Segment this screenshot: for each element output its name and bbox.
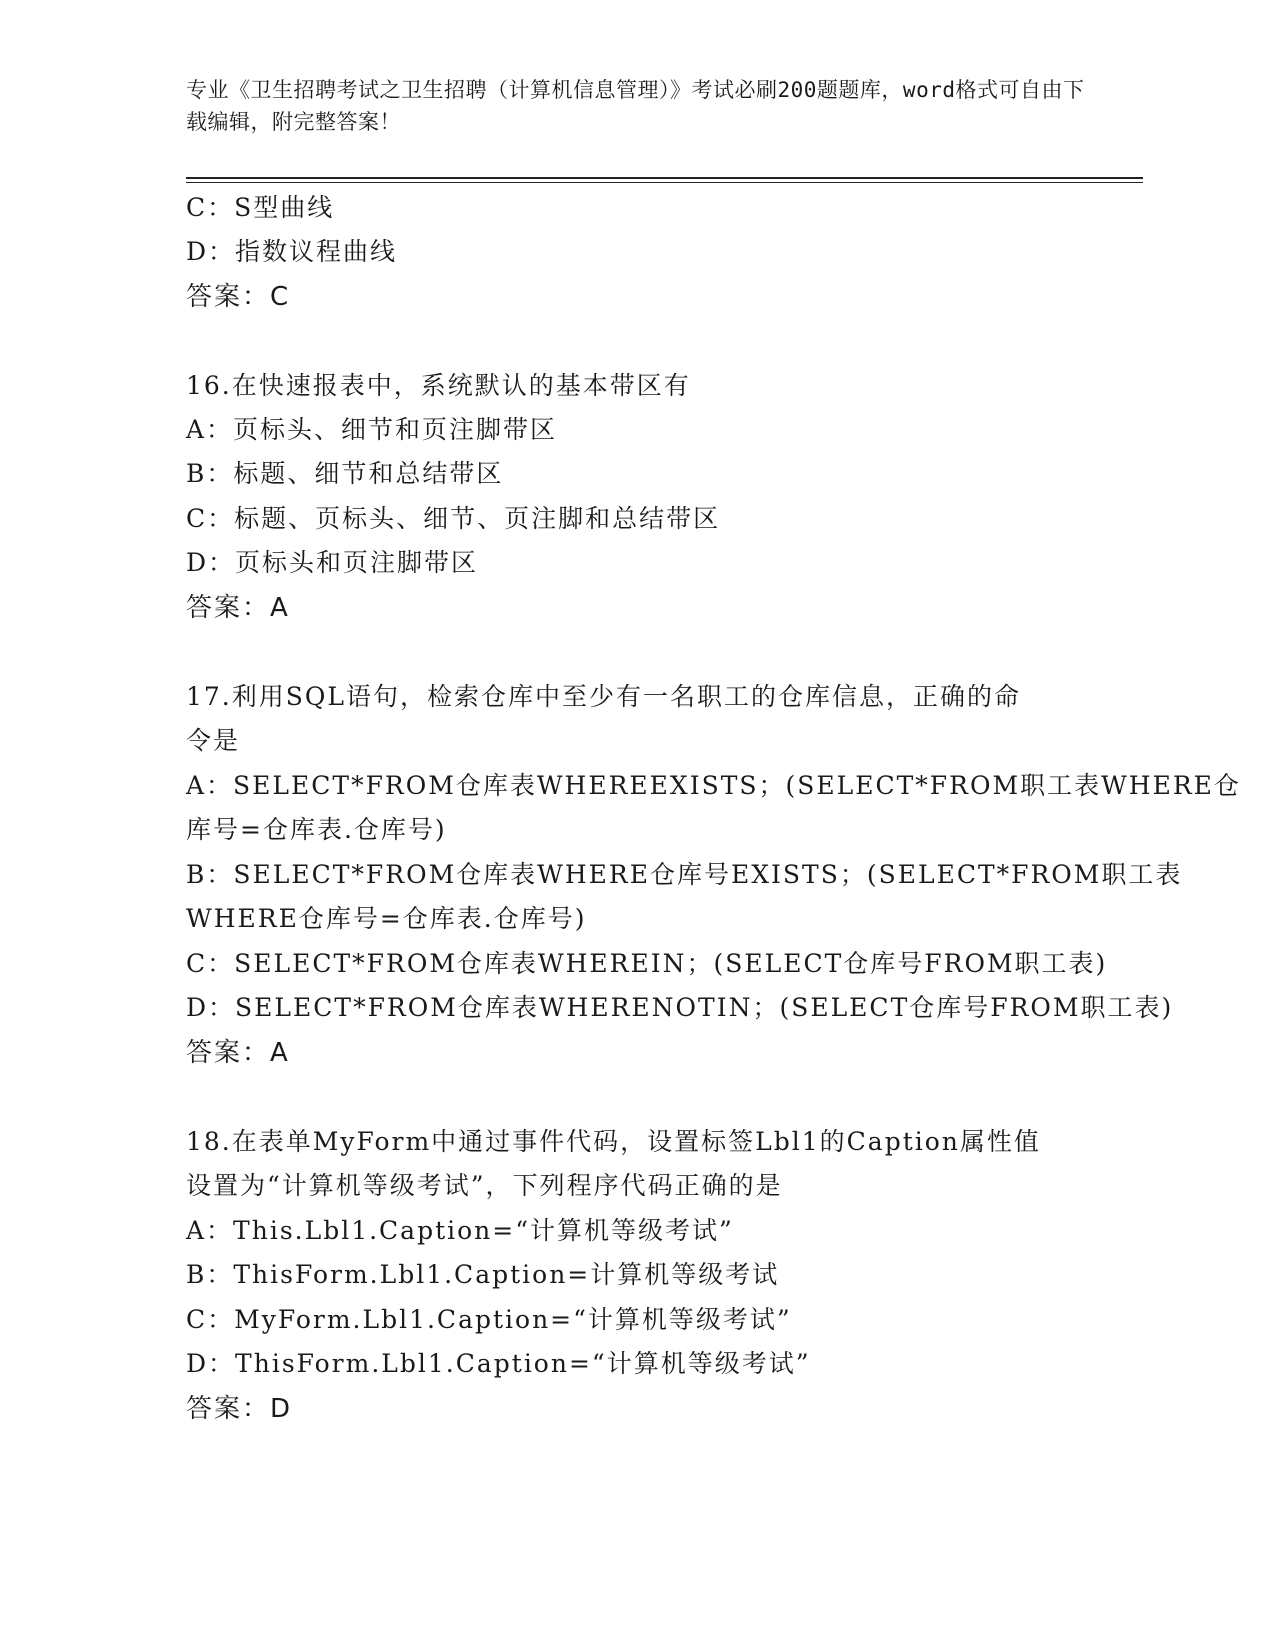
option-b-cont: WHERE仓库号=仓库表.仓库号) xyxy=(186,904,587,933)
question-17: 17.利用SQL语句，检索仓库中至少有一名职工的仓库信息，正确的命 xyxy=(186,682,1021,711)
option-c: C：SELECT*FROM仓库表WHEREIN；(SELECT仓库号FROM职工表) xyxy=(186,949,1108,978)
question-16: 16.在快速报表中，系统默认的基本带区有 xyxy=(186,371,691,400)
option-a: A：页标头、细节和页注脚带区 xyxy=(186,415,558,444)
option-c: C：S型曲线 xyxy=(186,193,335,222)
option-a-cont: 库号=仓库表.仓库号) xyxy=(186,815,447,844)
option-c: C：标题、页标头、细节、页注脚和总结带区 xyxy=(186,504,721,533)
answer: 答案：A xyxy=(186,1038,290,1068)
option-b: B：标题、细节和总结带区 xyxy=(186,459,504,488)
question-17-cont: 令是 xyxy=(186,726,241,755)
option-b: B：ThisForm.Lbl1.Caption=计算机等级考试 xyxy=(186,1260,780,1289)
option-b: B：SELECT*FROM仓库表WHERE仓库号EXISTS；(SELECT*FROM职工表 xyxy=(186,860,1183,889)
answer: 答案：D xyxy=(186,1394,293,1424)
question-18: 18.在表单MyForm中通过事件代码，设置标签Lbl1的Caption属性值 xyxy=(186,1127,1041,1156)
option-c: C：MyForm.Lbl1.Caption=“计算机等级考试” xyxy=(186,1305,792,1334)
option-d: D：指数议程曲线 xyxy=(186,237,398,266)
answer: 答案：A xyxy=(186,593,290,623)
header-divider-thick xyxy=(186,177,1143,179)
option-a: A：This.Lbl1.Caption=“计算机等级考试” xyxy=(186,1216,734,1245)
option-d: D：SELECT*FROM仓库表WHERENOTIN；(SELECT仓库号FROM职工表) xyxy=(186,993,1174,1022)
question-18-cont: 设置为“计算机等级考试”，下列程序代码正确的是 xyxy=(186,1171,783,1200)
option-d: D：页标头和页注脚带区 xyxy=(186,548,479,577)
page-header: 专业《卫生招聘考试之卫生招聘（计算机信息管理）》考试必刷200题题库，word格式可自由下载编辑，附完整答案！ xyxy=(186,78,1085,134)
answer: 答案：C xyxy=(186,282,291,312)
header-divider-thin xyxy=(186,182,1143,183)
option-d: D：ThisForm.Lbl1.Caption=“计算机等级考试” xyxy=(186,1349,811,1378)
option-a: A：SELECT*FROM仓库表WHEREEXISTS；(SELECT*FROM职工表WHERE仓 xyxy=(186,771,1241,800)
